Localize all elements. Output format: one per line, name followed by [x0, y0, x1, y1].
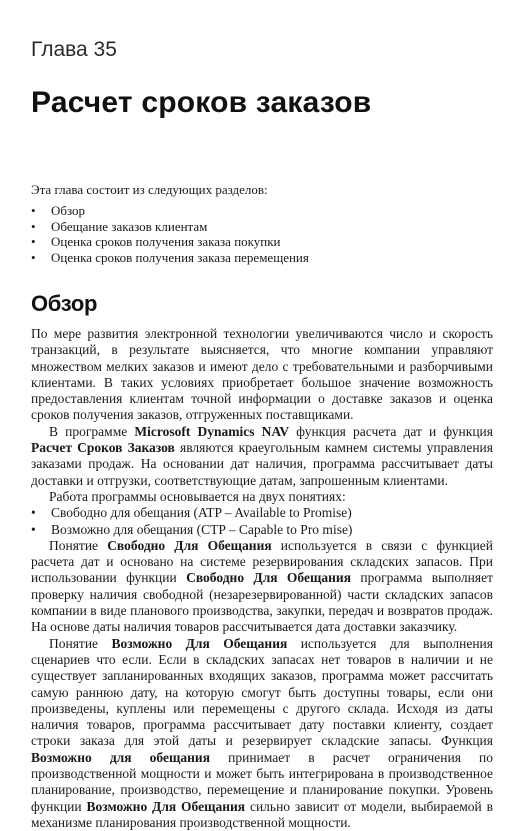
- section-title: Обзор: [31, 291, 98, 316]
- text-run: являются краеугольным камнем системы управления заказами продаж. На основании дат наличия, программа рассчитывает даты доставки и отгрузки, соответствующие датам, запрошенным клиентами.: [31, 440, 493, 488]
- text-run: Понятие: [49, 537, 108, 553]
- bullet-icon: •: [31, 234, 36, 249]
- paragraph-5: [31, 636, 493, 831]
- section-body: [31, 326, 493, 831]
- chapter-label: Глава 35: [31, 38, 117, 61]
- bullet-icon: •: [31, 218, 36, 234]
- bold-term: Расчет Сроков Заказов: [31, 440, 175, 456]
- concept-label: Свободно для обещания (ATP – Available to Promise): [51, 505, 352, 521]
- bold-term: Свободно Для Обещания: [107, 537, 272, 553]
- toc-item-label: Обзор: [51, 203, 86, 218]
- text-run: принимает в расчет ограничения по производственной мощности и может быть интегрирована в производственное планирование, производство, перемещение и планирование покупки. Уровень функции: [31, 749, 494, 814]
- list-item: [31, 219, 491, 235]
- toc-item-label: Оценка сроков получения заказа покупки: [51, 234, 281, 249]
- text-run: используется в связи с функцией расчета дат и основано на системе резервирования складских запасов. При использовании функции: [31, 537, 494, 586]
- bullet-icon: •: [31, 203, 36, 218]
- intro-text: Эта глава состоит из следующих разделов:: [31, 182, 268, 197]
- list-item: [31, 203, 491, 219]
- bullet-icon: •: [31, 521, 36, 537]
- list-item: [31, 522, 493, 538]
- list-item: [31, 505, 493, 521]
- text-run: функция расчета дат и функция: [289, 423, 493, 439]
- text-run: В программе: [49, 423, 135, 439]
- toc-item-label: Оценка сроков получения заказа перемещения: [51, 249, 309, 265]
- list-item: [31, 250, 491, 266]
- paragraph-4: [31, 538, 493, 636]
- text-run: Понятие: [49, 635, 112, 651]
- bold-term: Microsoft Dynamics NAV: [134, 423, 290, 439]
- list-item: [31, 234, 491, 250]
- paragraph-3: Работа программы основывается на двух понятиях:: [49, 488, 346, 504]
- text-run: программа выполняет проверку наличия свободной (незарезервированной) части складских запасов компании в виде планового производства, закупки, передач и возвратов продаж. На основе даты наличия товаров рассчитывается дата доставки заказчику.: [31, 570, 493, 635]
- paragraph-2: [31, 424, 493, 489]
- chapter-title: Расчет сроков заказов: [31, 86, 372, 119]
- text-run: сильно зависит от модели, выбираемой в механизме планирования производственной мощности.: [31, 798, 493, 830]
- text-run: используется для выполнения сценариев что если. Если в складских запасах нет товаров в наличии и не существует запланированных входящих заказов, программа может рассчитать самую раннюю дату, на которую смогут быть доступны товары, если они произведены, куплены или перемещены с другого склада. Исходя из даты наличия товаров, программа рассчитывает дату поставки клиенту, создает строки заказа для этой даты и резервирует складские запасы. Функция: [31, 635, 493, 749]
- bold-term: Возможно Для Обещания: [111, 635, 288, 651]
- paragraph-1: По мере развития электронной технологии увеличиваются число и скорость транзакций, в результате выясняется, что многие компании управляют множеством мелких заказов и имеют дело с требовательными и разборчивыми клиентами. В таких условиях приобретает большое значение возможность предоставления клиентам точной информации о доставке заказов и оценка сроков получения заказов, отгруженных поставщиками.: [31, 326, 493, 423]
- bold-term: Возможно для обещания: [31, 749, 211, 765]
- bold-term: Свободно Для Обещания: [186, 570, 352, 586]
- toc-item-label: Обещание заказов клиентам: [51, 218, 208, 234]
- chapter-contents-list: [31, 203, 491, 265]
- concepts-list: [31, 505, 493, 538]
- bold-term: Возможно Для Обещания: [86, 798, 246, 814]
- bullet-icon: •: [31, 505, 36, 521]
- bullet-icon: •: [31, 249, 36, 265]
- concept-label: Возможно для обещания (CTP – Capable to Pro mise): [51, 521, 353, 537]
